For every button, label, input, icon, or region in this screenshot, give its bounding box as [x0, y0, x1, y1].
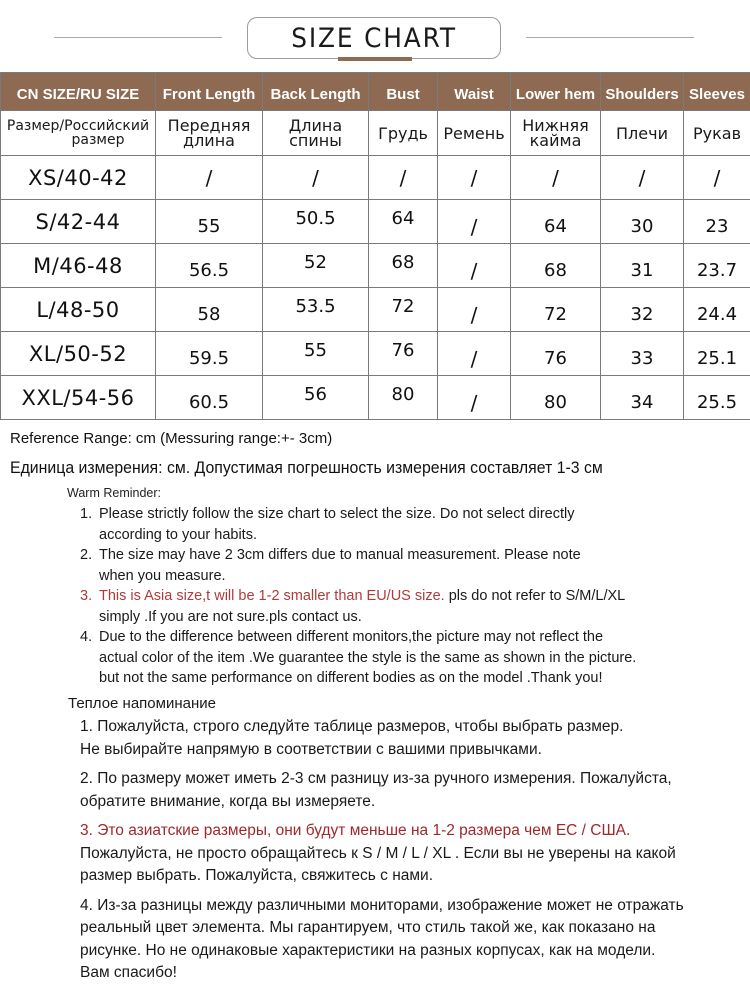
- cell-bust: [369, 376, 438, 420]
- cell-value: /: [470, 346, 478, 371]
- cell-value: M/46-48: [33, 253, 123, 278]
- reminder-line-ru: Не выбирайте напрямую в соответствии с вашими привычками.: [80, 740, 542, 758]
- reminder-line: [99, 627, 740, 648]
- cell-shoulders: [601, 200, 684, 244]
- header-shoulders: Shoulders: [601, 73, 684, 111]
- cell-value: XL/50-52: [28, 341, 128, 366]
- cell-value: 25.5: [696, 392, 738, 413]
- warm-reminder-title-ru: Теплое напоминание: [68, 695, 216, 712]
- cell-value: 23: [705, 216, 729, 237]
- cell-value: /: [399, 165, 407, 190]
- header-size: CN SIZE/RU SIZE: [1, 73, 156, 111]
- reminder-text: The size may have 2 3cm differs due to manual measurement. Please note: [99, 547, 581, 563]
- cell-value: /: [470, 302, 478, 327]
- cell-value: 32: [630, 304, 654, 325]
- header-ru-back-line2: спины: [289, 131, 342, 150]
- cell-waist: [438, 288, 511, 332]
- cell-waist: [438, 156, 511, 200]
- reminder-line-ru: обратите внимание, когда вы измеряете.: [80, 792, 376, 810]
- cell-value: 56.5: [188, 260, 230, 281]
- cell-front-length: [156, 156, 263, 200]
- reminder-item-ru: [80, 768, 740, 813]
- header-bust: Bust: [369, 73, 438, 111]
- cell-value: 25.1: [696, 348, 738, 369]
- reminder-text: Please strictly follow the size chart to select the size. Do not select directly: [99, 506, 575, 522]
- cell-lower-hem: [511, 332, 601, 376]
- cell-value: /: [552, 165, 559, 190]
- cell-shoulders: [601, 244, 684, 288]
- cell-size: [1, 288, 156, 332]
- cell-size: [1, 332, 156, 376]
- reminder-line-ru: реальный цвет элемента. Мы гарантируем, что стиль такой же, как показано на: [80, 919, 656, 936]
- header-ru-waist: Ремень: [438, 111, 511, 156]
- cell-value: 53.5: [295, 296, 336, 317]
- cell-sleeves: [684, 288, 750, 332]
- cell-value: 76: [391, 340, 415, 361]
- cell-value: 72: [544, 304, 567, 325]
- cell-sleeves: [684, 376, 750, 420]
- reminder-line-ru: 1. Пожалуйста, строго следуйте таблице размеров, чтобы выбрать размер.: [80, 718, 624, 735]
- cell-bust: [369, 156, 438, 200]
- cell-front-length: [156, 376, 263, 420]
- reminder-number: 1.: [80, 506, 93, 522]
- cell-back-length: [263, 288, 369, 332]
- cell-sleeves: [684, 200, 750, 244]
- reminder-number: 3.: [80, 588, 93, 604]
- cell-shoulders: [601, 288, 684, 332]
- size-table: [0, 72, 750, 420]
- table-row: [1, 376, 750, 420]
- cell-value: 55: [197, 216, 221, 237]
- cell-value: 76: [544, 348, 567, 369]
- cell-shoulders: [601, 332, 684, 376]
- header-ru-hem-line2: кайма: [529, 131, 582, 150]
- reminder-item-ru: [80, 895, 740, 985]
- table-row: [1, 332, 750, 376]
- reminder-continuation: actual color of the item .We guarantee the style is the same as shown in the picture.: [99, 649, 637, 666]
- header-ru-back-length: [263, 111, 369, 156]
- cell-value: /: [312, 165, 319, 190]
- cell-back-length: [263, 200, 369, 244]
- header-ru-front-line1: Передняя: [167, 116, 251, 135]
- page-title: SIZE CHART: [291, 22, 457, 54]
- header-ru-hem-line1: Нижняя: [522, 116, 589, 135]
- cell-bust: [369, 288, 438, 332]
- cell-value: XXL/54-56: [21, 385, 135, 410]
- header-ru-sleeves: Рукав: [684, 111, 750, 156]
- reminder-item-en: [80, 545, 740, 586]
- cell-front-length: [156, 332, 263, 376]
- header-row-en: [1, 73, 750, 111]
- cell-value: 64: [391, 208, 415, 229]
- cell-front-length: [156, 244, 263, 288]
- cell-value: 72: [391, 296, 415, 317]
- cell-size: [1, 200, 156, 244]
- reminder-continuation: when you measure.: [99, 567, 226, 584]
- cell-shoulders: [601, 156, 684, 200]
- cell-waist: [438, 332, 511, 376]
- reminder-line-ru: размер выбрать. Пожалуйста, свяжитесь с нами.: [80, 867, 434, 884]
- table-row: [1, 244, 750, 288]
- cell-bust: [369, 244, 438, 288]
- cell-bust: [369, 200, 438, 244]
- reminder-line-ru: Вам спасибо!: [80, 964, 177, 981]
- cell-back-length: [263, 244, 369, 288]
- cell-size: [1, 376, 156, 420]
- cell-value: L/48-50: [36, 297, 120, 322]
- cell-front-length: [156, 288, 263, 332]
- cell-back-length: [263, 332, 369, 376]
- header-ru-lower-hem: [511, 111, 601, 156]
- title-accent-bar: [338, 57, 412, 61]
- cell-back-length: [263, 376, 369, 420]
- table-row: [1, 288, 750, 332]
- cell-value: 50.5: [295, 208, 336, 229]
- cell-value: 56: [304, 384, 327, 405]
- cell-waist: [438, 376, 511, 420]
- cell-sleeves: [684, 156, 750, 200]
- header-ru-size: [1, 111, 156, 156]
- header-ru-shoulders: Плечи: [601, 111, 684, 156]
- cell-value: /: [638, 165, 646, 190]
- header-ru-back-line1: Длина: [288, 116, 343, 135]
- warm-reminder-list-en: [80, 504, 740, 689]
- table-row: [1, 156, 750, 200]
- warm-reminder-title: Warm Reminder:: [67, 486, 161, 500]
- cell-value: 58: [197, 304, 221, 325]
- title-divider-left: [54, 37, 222, 38]
- reminder-item-en: [80, 627, 740, 689]
- cell-value: 68: [544, 260, 567, 281]
- reminder-item-en: [80, 504, 740, 545]
- cell-lower-hem: [511, 156, 601, 200]
- cell-value: 23.7: [696, 260, 738, 281]
- cell-value: 52: [304, 252, 327, 273]
- cell-front-length: [156, 200, 263, 244]
- cell-value: 80: [544, 392, 567, 413]
- cell-value: /: [470, 214, 478, 239]
- header-ru-size-line2: размер: [71, 132, 125, 148]
- reminder-item-ru: [80, 716, 740, 761]
- cell-value: 30: [630, 216, 654, 237]
- cell-waist: [438, 244, 511, 288]
- cell-size: [1, 156, 156, 200]
- reminder-line-ru: рисунке. Но не одинаковые характеристики на разных корпусах, как на модели.: [80, 941, 656, 959]
- reminder-line: [99, 586, 740, 607]
- cell-value: /: [470, 165, 478, 190]
- header-front-length: Front Length: [156, 73, 263, 111]
- ru-unit-text: Единица измерения: см. Допустимая погрешность измерения составляет 1-3 см: [10, 459, 603, 477]
- cell-value: /: [470, 390, 478, 415]
- cell-value: 33: [630, 348, 654, 369]
- header-sleeves: Sleeves: [684, 73, 750, 111]
- header-ru-bust: Грудь: [369, 111, 438, 156]
- reminder-line: [99, 545, 740, 566]
- reference-range-text: Reference Range: cm (Messuring range:+- 3cm): [10, 430, 333, 447]
- cell-size: [1, 244, 156, 288]
- header-back-length: Back Length: [263, 73, 369, 111]
- cell-value: 60.5: [188, 392, 230, 413]
- title-banner: [0, 0, 750, 72]
- cell-back-length: [263, 156, 369, 200]
- cell-sleeves: [684, 332, 750, 376]
- cell-lower-hem: [511, 244, 601, 288]
- title-divider-right: [526, 37, 694, 38]
- reminder-warning-text: This is Asia size,t will be 1-2 smaller than EU/US size.: [99, 588, 445, 604]
- reminder-continuation: according to your habits.: [99, 526, 257, 543]
- cell-value: XS/40-42: [28, 165, 128, 190]
- reminder-line-ru: 2. По размеру может иметь 2-3 см разницу из-за ручного измерения. Пожалуйста,: [80, 770, 672, 787]
- cell-bust: [369, 332, 438, 376]
- reminder-item-ru: [80, 820, 740, 888]
- reminder-line: [99, 504, 740, 525]
- cell-shoulders: [601, 376, 684, 420]
- header-ru-front-line2: длина: [183, 131, 235, 150]
- cell-value: 59.5: [188, 348, 230, 369]
- header-waist: Waist: [438, 73, 511, 111]
- cell-value: /: [470, 258, 478, 283]
- cell-lower-hem: [511, 376, 601, 420]
- reminder-item-en: [80, 586, 740, 627]
- reminder-warning-text-ru: 3. Это азиатские размеры, они будут меньше на 1-2 размера чем ЕС / США.: [80, 822, 631, 839]
- cell-value: 31: [630, 260, 654, 281]
- cell-sleeves: [684, 244, 750, 288]
- header-lower-hem: Lower hem: [511, 73, 601, 111]
- cell-value: 64: [544, 216, 567, 237]
- cell-value: 80: [391, 384, 415, 405]
- reminder-text: Due to the difference between different monitors,the picture may not reflect the: [99, 629, 604, 645]
- cell-value: /: [713, 165, 721, 190]
- cell-value: 68: [391, 252, 415, 273]
- title-box: [247, 17, 501, 59]
- cell-value: 24.4: [696, 304, 738, 325]
- warm-reminder-list-ru: [80, 716, 740, 992]
- reminder-continuation: but not the same performance on different bodies as on the model .Thank you!: [99, 670, 603, 686]
- cell-value: S/42-44: [35, 209, 121, 234]
- cell-lower-hem: [511, 288, 601, 332]
- header-row-ru: [1, 111, 750, 156]
- cell-lower-hem: [511, 200, 601, 244]
- reminder-number: 2.: [80, 547, 93, 563]
- reminder-line-ru: Пожалуйста, не просто обращайтесь к S / M / L / XL . Если вы не уверены на какой: [80, 844, 676, 862]
- reminder-number: 4.: [80, 629, 93, 645]
- reminder-text: pls do not refer to S/M/L/XL: [444, 588, 626, 604]
- cell-value: 55: [304, 340, 327, 361]
- cell-value: /: [205, 165, 213, 190]
- table-row: [1, 200, 750, 244]
- cell-value: 34: [630, 392, 654, 413]
- cell-waist: [438, 200, 511, 244]
- header-ru-front-length: [156, 111, 263, 156]
- header-ru-size-line1: Размер/Российский: [6, 118, 150, 134]
- reminder-line-ru: 4. Из-за разницы между различными мониторами, изображение может не отражать: [80, 896, 684, 914]
- reminder-continuation: simply .If you are not sure.pls contact us.: [99, 608, 362, 625]
